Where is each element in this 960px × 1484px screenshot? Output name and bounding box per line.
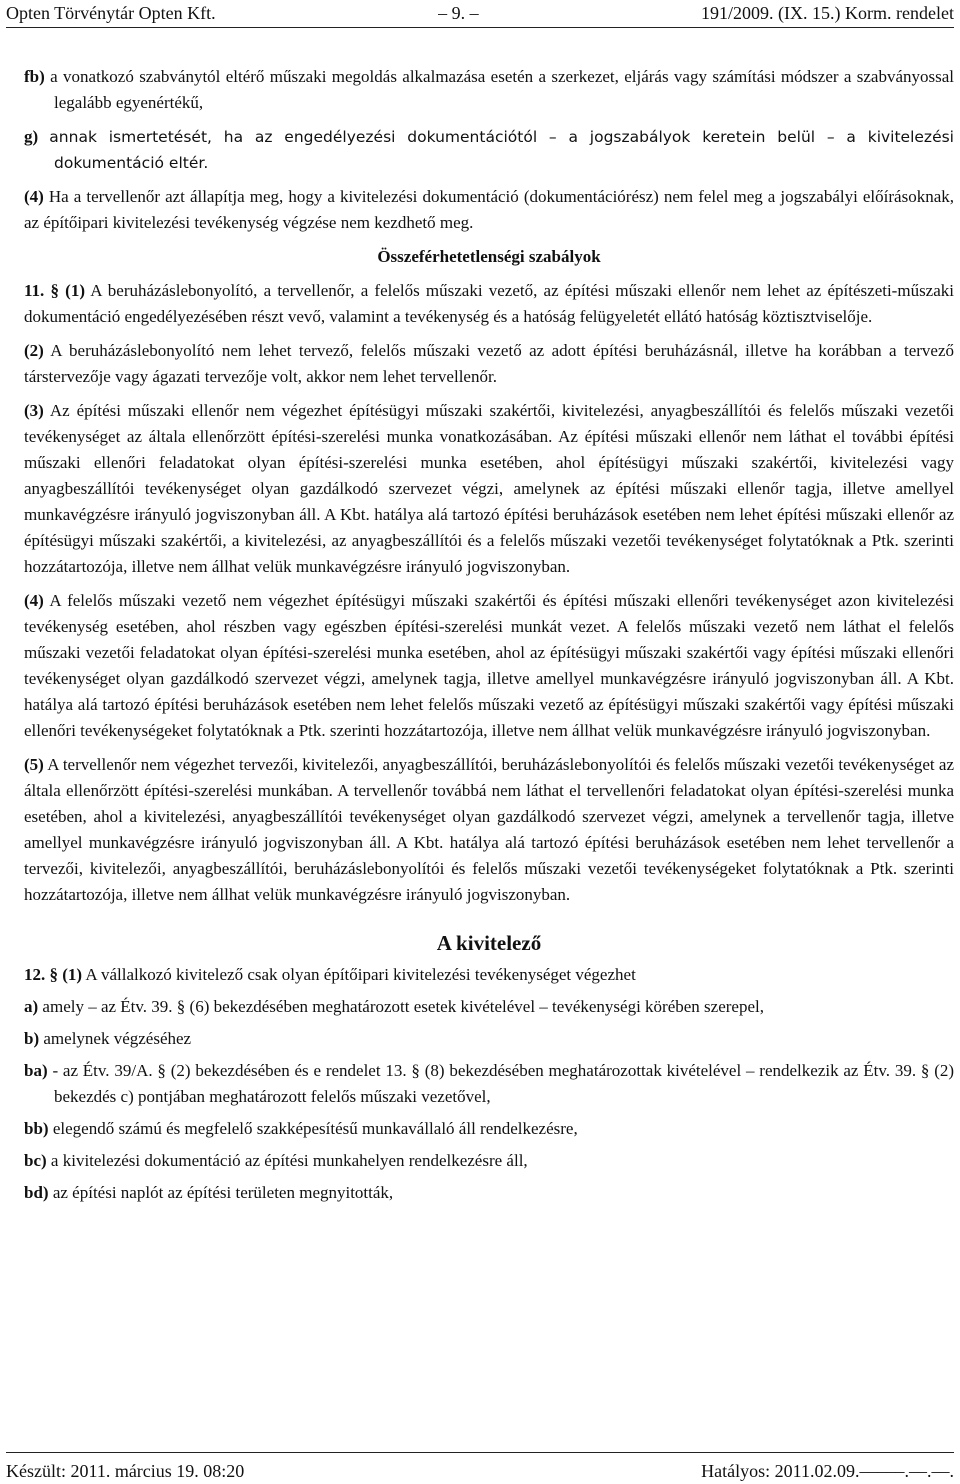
point-bc: bc) a kivitelezési dokumentáció az építési munkahelyen rendelkezésre áll,	[24, 1151, 528, 1170]
section-11-paragraph-3: (3) Az építési műszaki ellenőr nem végezhet építésügyi műszaki szakértői, kivitelezési, anyagbeszállítói és felelős műszaki vezetői tevékenységet az általa ellenőrzött építési-szerelési munka vonatkozásában. Az építési műszaki ellenőr nem láthat el további építési műszaki ellenőri feladatokat olyan építési-szerelési munka esetében, ahol építésügyi műszaki szakértői, kivitelezési vagy anyagbeszállítói tevékenységet olyan gazdálkodó szervezet végzi, amelynek az építési műszaki ellenőr tagja, illetve amellyel munkavégzésre irányuló jogviszonyban áll. A Kbt. hatálya alá tartozó építési beruházások esetében nem lehet építési műszaki ellenőr az építésügyi műszaki szakértői, a kivitelezési, az anyagbeszállítói és a felelős műszaki vezetői tevékenységet folytatóknak a Ptk. szerinti hozzátartozója, illetve nem állhat velük munkavégzésre irányuló jogviszonyban.	[24, 401, 955, 576]
page-header	[6, 0, 954, 26]
heading-osszeferhetetlenseg: Összeférhetetlenségi szabályok	[377, 247, 601, 266]
document-body	[24, 64, 954, 1212]
footer-created: Készült: 2011. március 19. 08:20	[6, 1461, 245, 1481]
point-b: b) amelynek végzéséhez	[24, 1029, 192, 1048]
header-rule	[6, 27, 954, 28]
paragraph-4: (4) Ha a tervellenőr azt állapítja meg, hogy a kivitelezési dokumentáció (dokumentációrész) nem felel meg a jogszabályi előírásoknak, az építőipari kivitelezési tevékenység végzése nem kezdhető meg.	[24, 187, 954, 232]
point-bb: bb) elegendő számú és megfelelő szakképesítésű munkavállaló áll rendelkezésre,	[24, 1119, 578, 1138]
section-12-paragraph-1: 12. § (1) A vállalkozó kivitelező csak olyan építőipari kivitelezési tevékenységet végezhet	[24, 965, 636, 984]
point-fb: fb) a vonatkozó szabványtól eltérő műszaki megoldás alkalmazása esetén a szerkezet, eljárás vagy számítási módszer a szabványossal legalább egyenértékű,	[24, 67, 955, 112]
point-g: g) annak ismertetését, ha az engedélyezési dokumentációtól – a jogszabályok keretein belül – a kivitelezési dokumentáció eltér.	[24, 127, 954, 172]
header-page-number: – 9. –	[438, 3, 479, 23]
section-12	[24, 962, 954, 1206]
section-11-paragraph-1: 11. § (1) A beruházáslebonyolító, a tervellenőr, a felelős műszaki vezető, az építési műszaki ellenőr nem lehet az építészeti-műszaki dokumentáció engedélyezésében részt vevő, valamint a tevékenység és a hatóság felügyeletét ellátó hatóság köztisztviselője.	[24, 281, 955, 326]
header-source: Opten Törvénytár Opten Kft.	[6, 3, 216, 23]
point-a: a) amely – az Étv. 39. § (6) bekezdésében meghatározott esetek kivételével – tevékenységi körében szerepel,	[24, 997, 764, 1016]
footer-effective: Hatályos: 2011.02.09.–––––.––.––.	[701, 1461, 954, 1481]
footer-rule	[6, 1452, 954, 1453]
point-bd: bd) az építési naplót az építési területen megnyitották,	[24, 1183, 394, 1202]
section-11-paragraph-4: (4) A felelős műszaki vezető nem végezhet építésügyi műszaki szakértői és építési műszaki ellenőri tevékenységet azon kivitelezési tevékenység esetében, ahol részben vagy egészben építési-szerelési munkát vezet. A felelős műszaki vezető nem láthat el felelős műszaki vezetői feladatokat olyan építési-szerelési munka esetében, ahol az építésügyi műszaki szakértői vagy építési műszaki ellenőri tevékenységet olyan gazdálkodó szervezet végzi, amelynek tagja, illetve amellyel munkavégzésre irányuló jogviszonyban áll. A Kbt. hatálya alá tartozó építési beruházások esetében nem lehet felelős műszaki vezető az építésügyi műszaki szakértői vagy építési műszaki ellenőri tevékenységeket folytatóknak a Ptk. szerinti hozzátartozója, illetve nem állhat velük munkavégzésre irányuló jogviszonyban.	[24, 591, 954, 740]
page-footer	[6, 1450, 954, 1484]
section-11-paragraph-2: (2) A beruházáslebonyolító nem lehet tervező, felelős műszaki vezető az adott építési beruházásnál, illetve ha korábban a tervező társtervezője vagy ágazati tervezője volt, akkor nem lehet tervellenőr.	[24, 341, 955, 386]
heading-kivitelezo: A kivitelező	[436, 931, 542, 955]
header-regulation: 191/2009. (IX. 15.) Korm. rendelet	[701, 3, 954, 23]
point-ba: ba) - az Étv. 39/A. § (2) bekezdésében és e rendelet 13. § (8) bekezdésében meghatározottak kivételével – rendelkezik az Étv. 39. § (2) bekezdés c) pontjában meghatározott felelős műszaki vezetővel,	[24, 1061, 955, 1106]
section-11-paragraph-5: (5) A tervellenőr nem végezhet tervezői, kivitelezői, anyagbeszállítói, beruházáslebonyolítói és felelős műszaki vezetői tevékenységet az általa ellenőrzött építési-szerelési munkában. A tervellenőr továbbá nem láthat el tervellenőri feladatokat olyan építési-szerelési munka esetében, ahol a kivitelezési, anyagbeszállítói tevékenységet olyan gazdálkodó szervezet végzi, amelynek a tervellenőr tagja, illetve amellyel munkavégzésre irányuló jogviszonyban áll. A Kbt. hatálya alá tartozó építési beruházások esetében nem lehet tervellenőr a tervezői, kivitelezői, anyagbeszállítói, beruházáslebonyolítói és felelős műszaki vezetői tevékenységeket folytatóknak a Ptk. szerinti hozzátartozója, illetve nem állhat velük munkavégzésre irányuló jogviszonyban.	[24, 755, 954, 904]
